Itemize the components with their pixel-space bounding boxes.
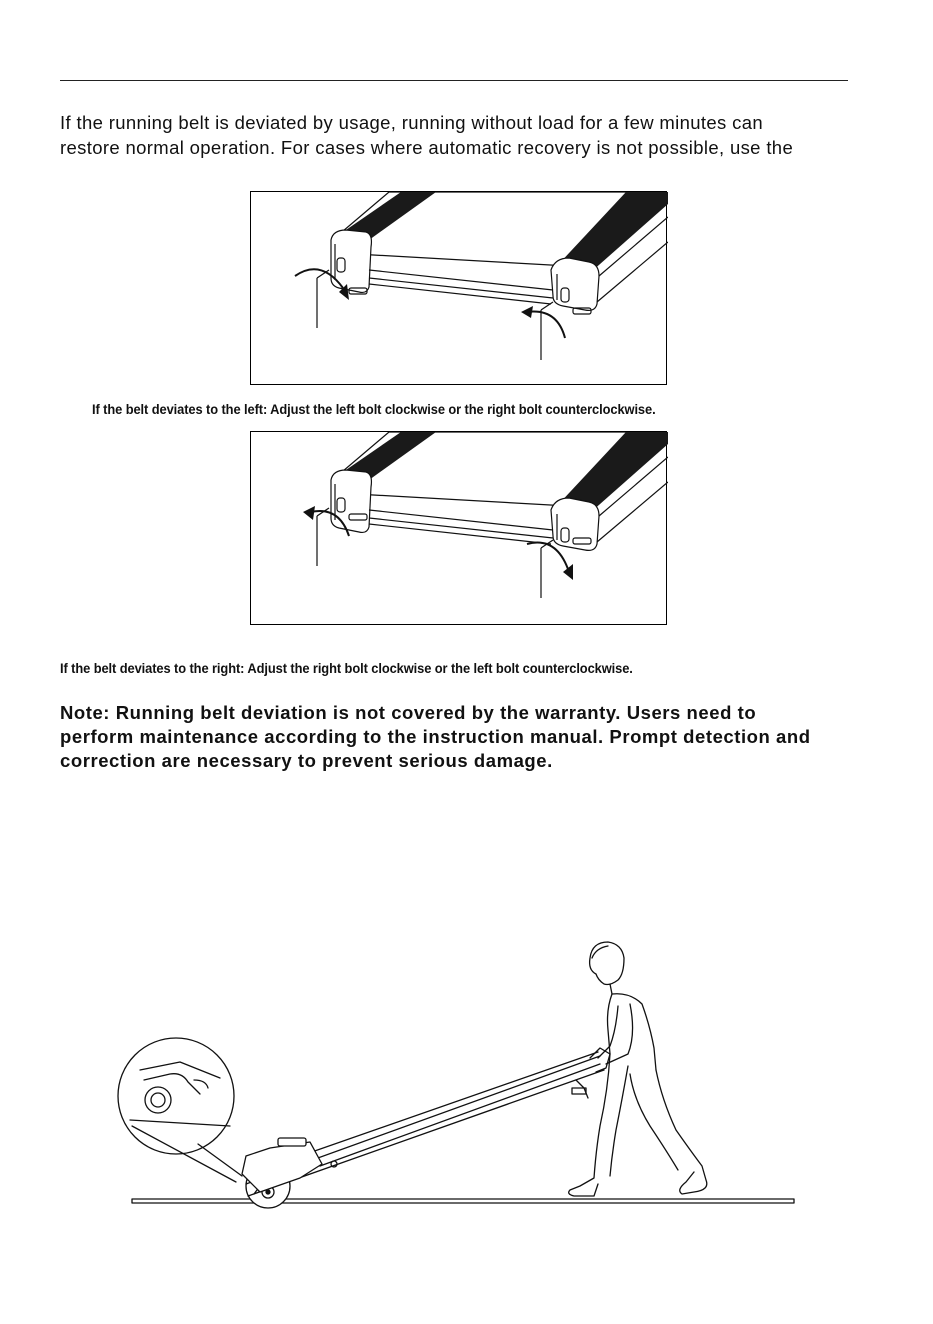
person-moving-treadmill-drawing	[110, 930, 810, 1220]
intro-line-2: restore normal operation. For cases where automatic recovery is not possible, use the	[60, 137, 794, 158]
note-line-1: Note: Running belt deviation is not covered by the warranty. Users need to	[60, 702, 757, 723]
belt-left-adjust-figure	[250, 191, 667, 385]
moving-treadmill-illustration	[110, 930, 810, 1225]
intro-line-1: If the running belt is deviated by usage, running without load for a few minutes can	[60, 112, 764, 133]
note-line-2: perform maintenance according to the instruction manual. Prompt detection and	[60, 726, 811, 747]
intro-paragraph	[60, 110, 870, 160]
treadmill-rear-illustration	[251, 432, 668, 626]
header-rule	[60, 80, 848, 81]
right-deviation-caption: If the belt deviates to the right: Adjust the right bolt clockwise or the left bolt counterclockwise.	[60, 660, 633, 676]
belt-right-adjust-figure	[250, 431, 667, 625]
left-deviation-caption: If the belt deviates to the left: Adjust the left bolt clockwise or the right bolt counterclockwise.	[92, 401, 656, 417]
treadmill-rear-illustration	[251, 192, 668, 386]
warranty-note	[60, 701, 890, 773]
note-line-3: correction are necessary to prevent serious damage.	[60, 750, 553, 771]
